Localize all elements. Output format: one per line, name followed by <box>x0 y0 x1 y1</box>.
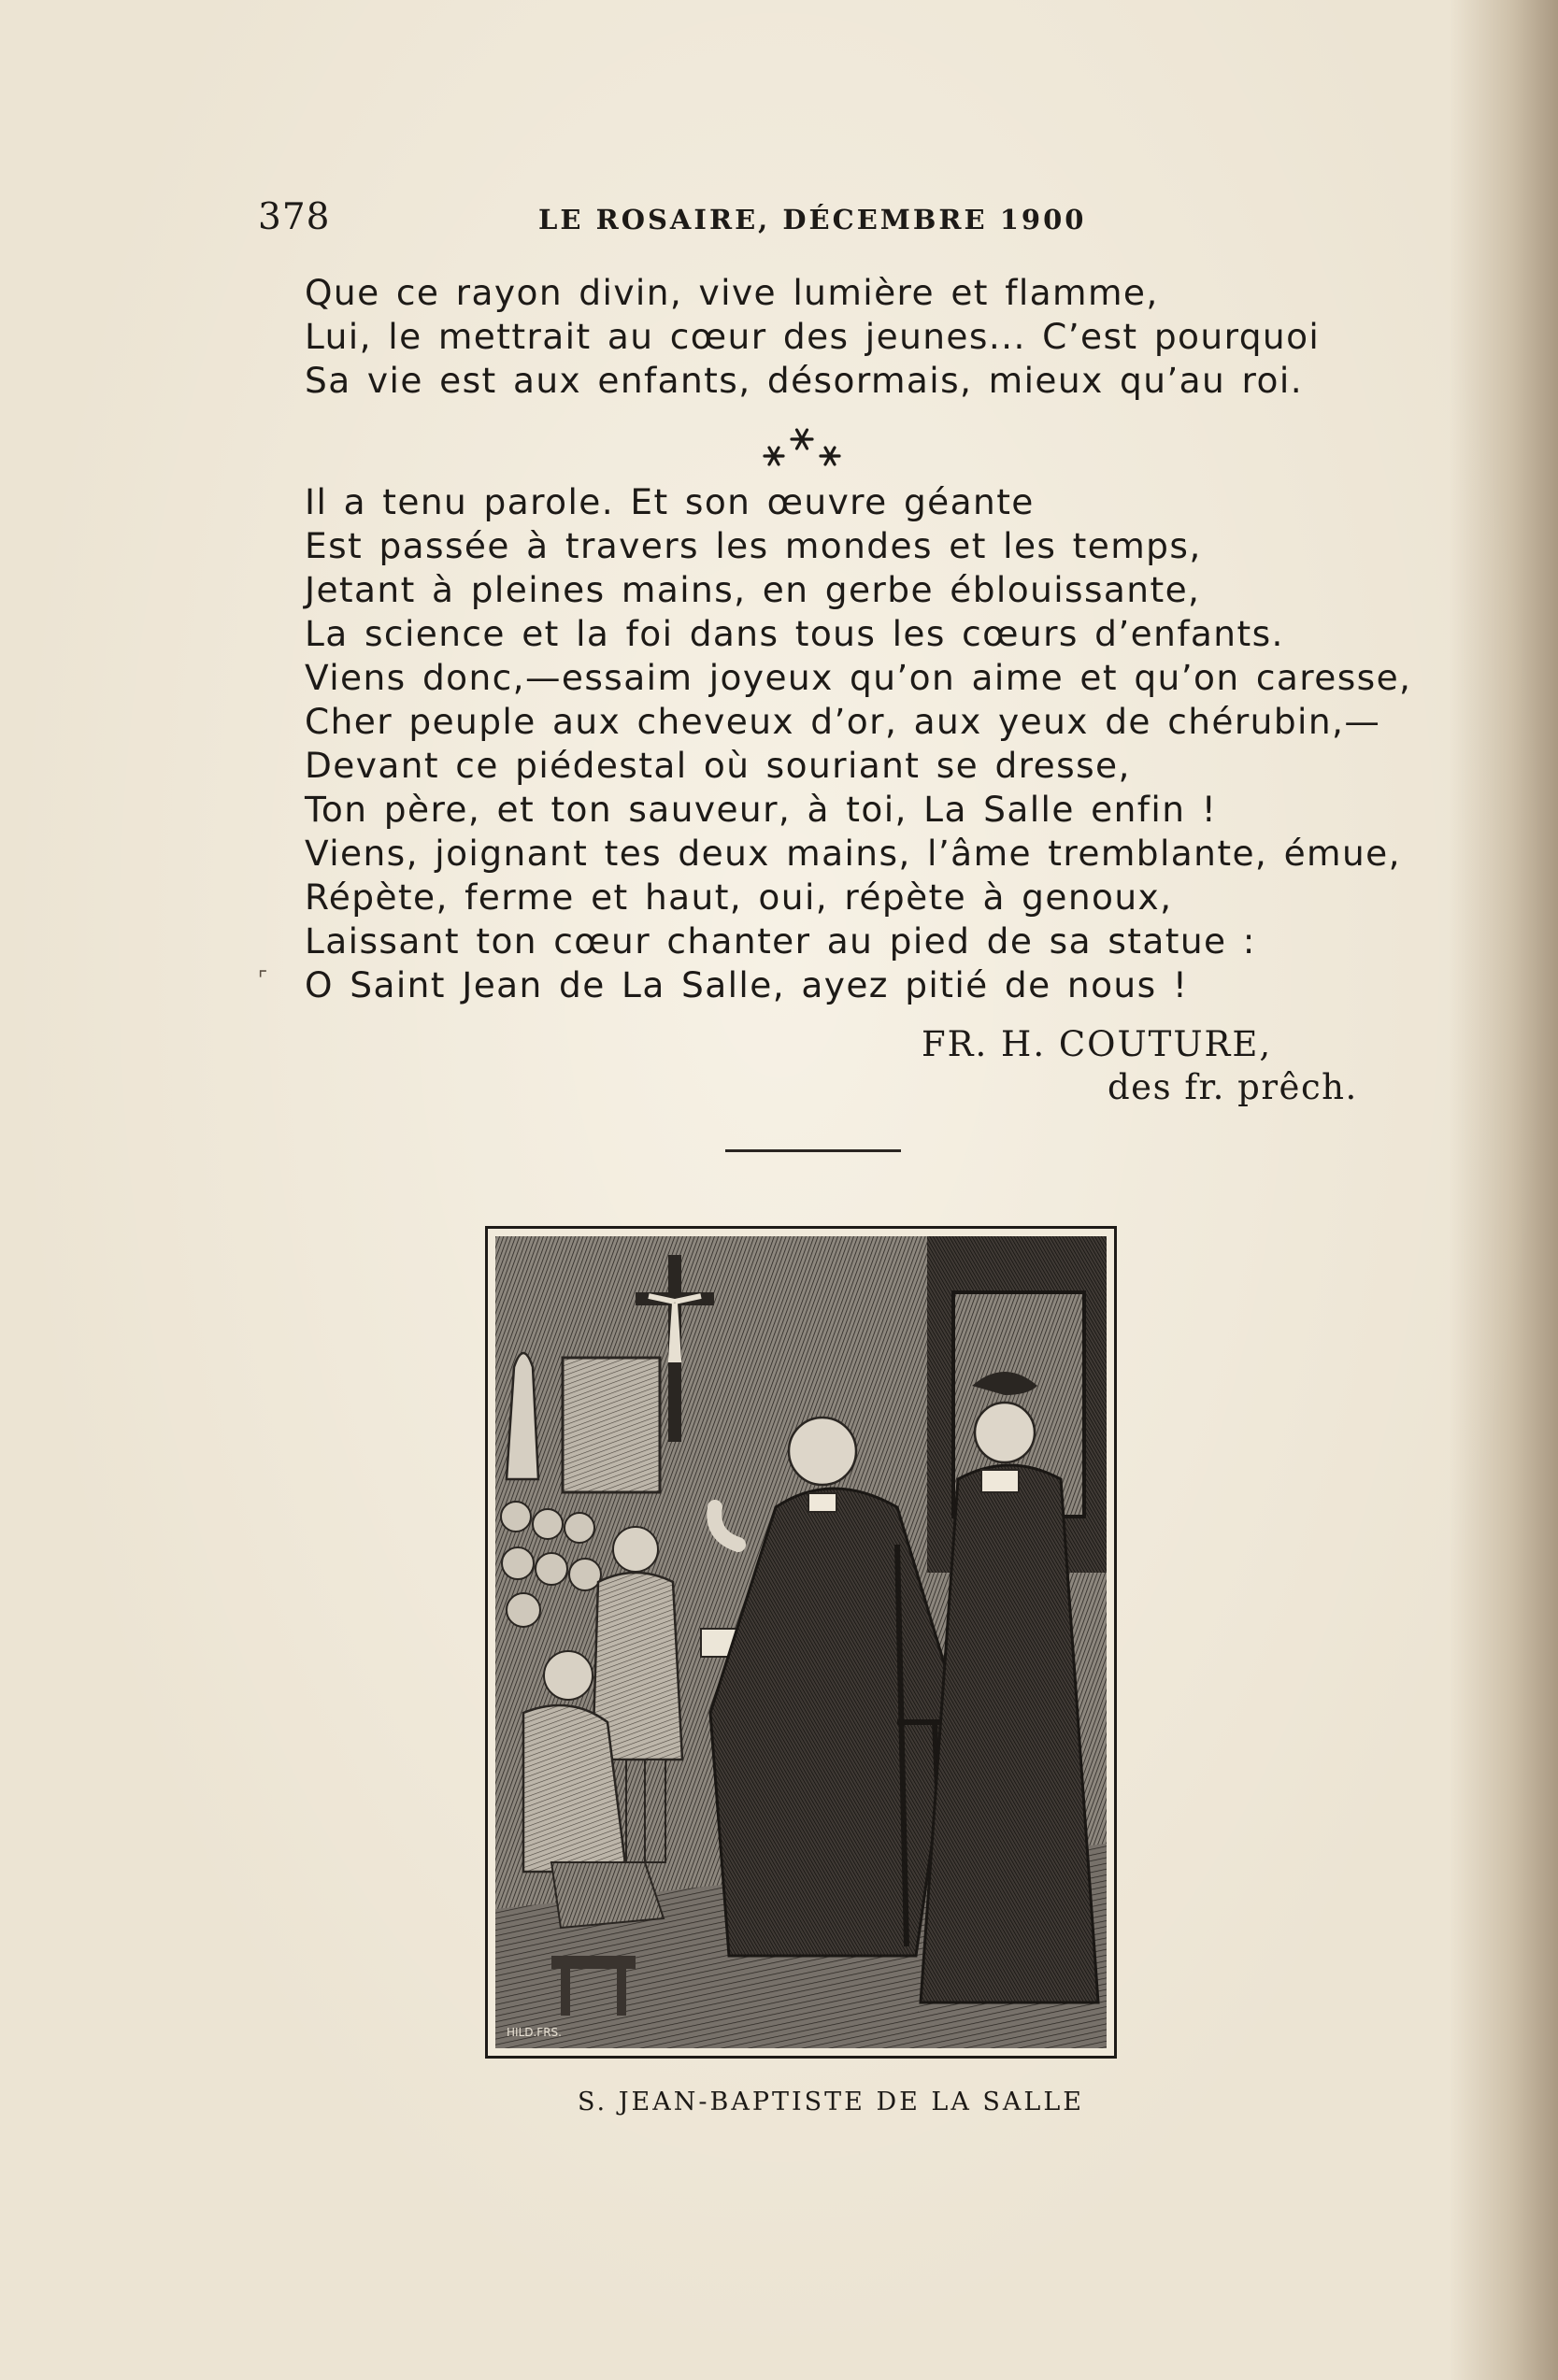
margin-mark: ⌜ <box>258 968 268 991</box>
illustration-caption: S. JEAN-BAPTISTE DE LA SALLE <box>578 2088 1084 2116</box>
poem-line: Lui, le mettrait au cœur des jeunes... C’est pourquoi <box>305 316 1321 357</box>
poem-line: Jetant à pleines mains, en gerbe éblouissante, <box>305 569 1201 610</box>
illustration-frame <box>485 1226 1117 2059</box>
poem-line: O Saint Jean de La Salle, ayez pitié de nous ! <box>305 964 1189 1005</box>
poem-line: Devant ce piédestal où souriant se dresse, <box>305 745 1131 786</box>
poem-line: Laissant ton cœur chanter au pied de sa statue : <box>305 920 1256 962</box>
asterism-icon <box>755 422 849 473</box>
running-head: LE ROSAIRE, DÉCEMBRE 1900 <box>538 204 1087 235</box>
author-order: des fr. prêch. <box>1108 1067 1358 1107</box>
engraving-illustration <box>495 1236 1107 2048</box>
poem-stanza-2 <box>305 480 1411 1007</box>
poem-line: Est passée à travers les mondes et les temps, <box>305 525 1202 566</box>
poem-line: Répète, ferme et haut, oui, répète à genoux, <box>305 876 1173 918</box>
poem-line: Viens donc,—essaim joyeux qu’on aime et qu’on caresse, <box>305 657 1412 698</box>
poem-line: Sa vie est aux enfants, désormais, mieux qu’au roi. <box>305 360 1304 401</box>
poem-stanza-1 <box>305 271 1320 403</box>
section-rule <box>725 1149 901 1152</box>
poem-line: Ton père, et ton sauveur, à toi, La Salle enfin ! <box>305 789 1218 830</box>
poem-line: Viens, joignant tes deux mains, l’âme tremblante, émue, <box>305 833 1401 874</box>
engraver-mark: HILD.FRS. <box>507 2026 562 2039</box>
poem-line: Il a tenu parole. Et son œuvre géante <box>305 481 1035 522</box>
author-name: FR. H. COUTURE, <box>922 1024 1273 1064</box>
page-number: 378 <box>258 196 331 238</box>
wall-plaque <box>563 1358 660 1492</box>
poem-line: Que ce rayon divin, vive lumière et flamme, <box>305 272 1159 313</box>
poem-line: La science et la foi dans tous les cœurs d’enfants. <box>305 613 1284 654</box>
poem-line: Cher peuple aux cheveux d’or, aux yeux de chérubin,— <box>305 701 1381 742</box>
